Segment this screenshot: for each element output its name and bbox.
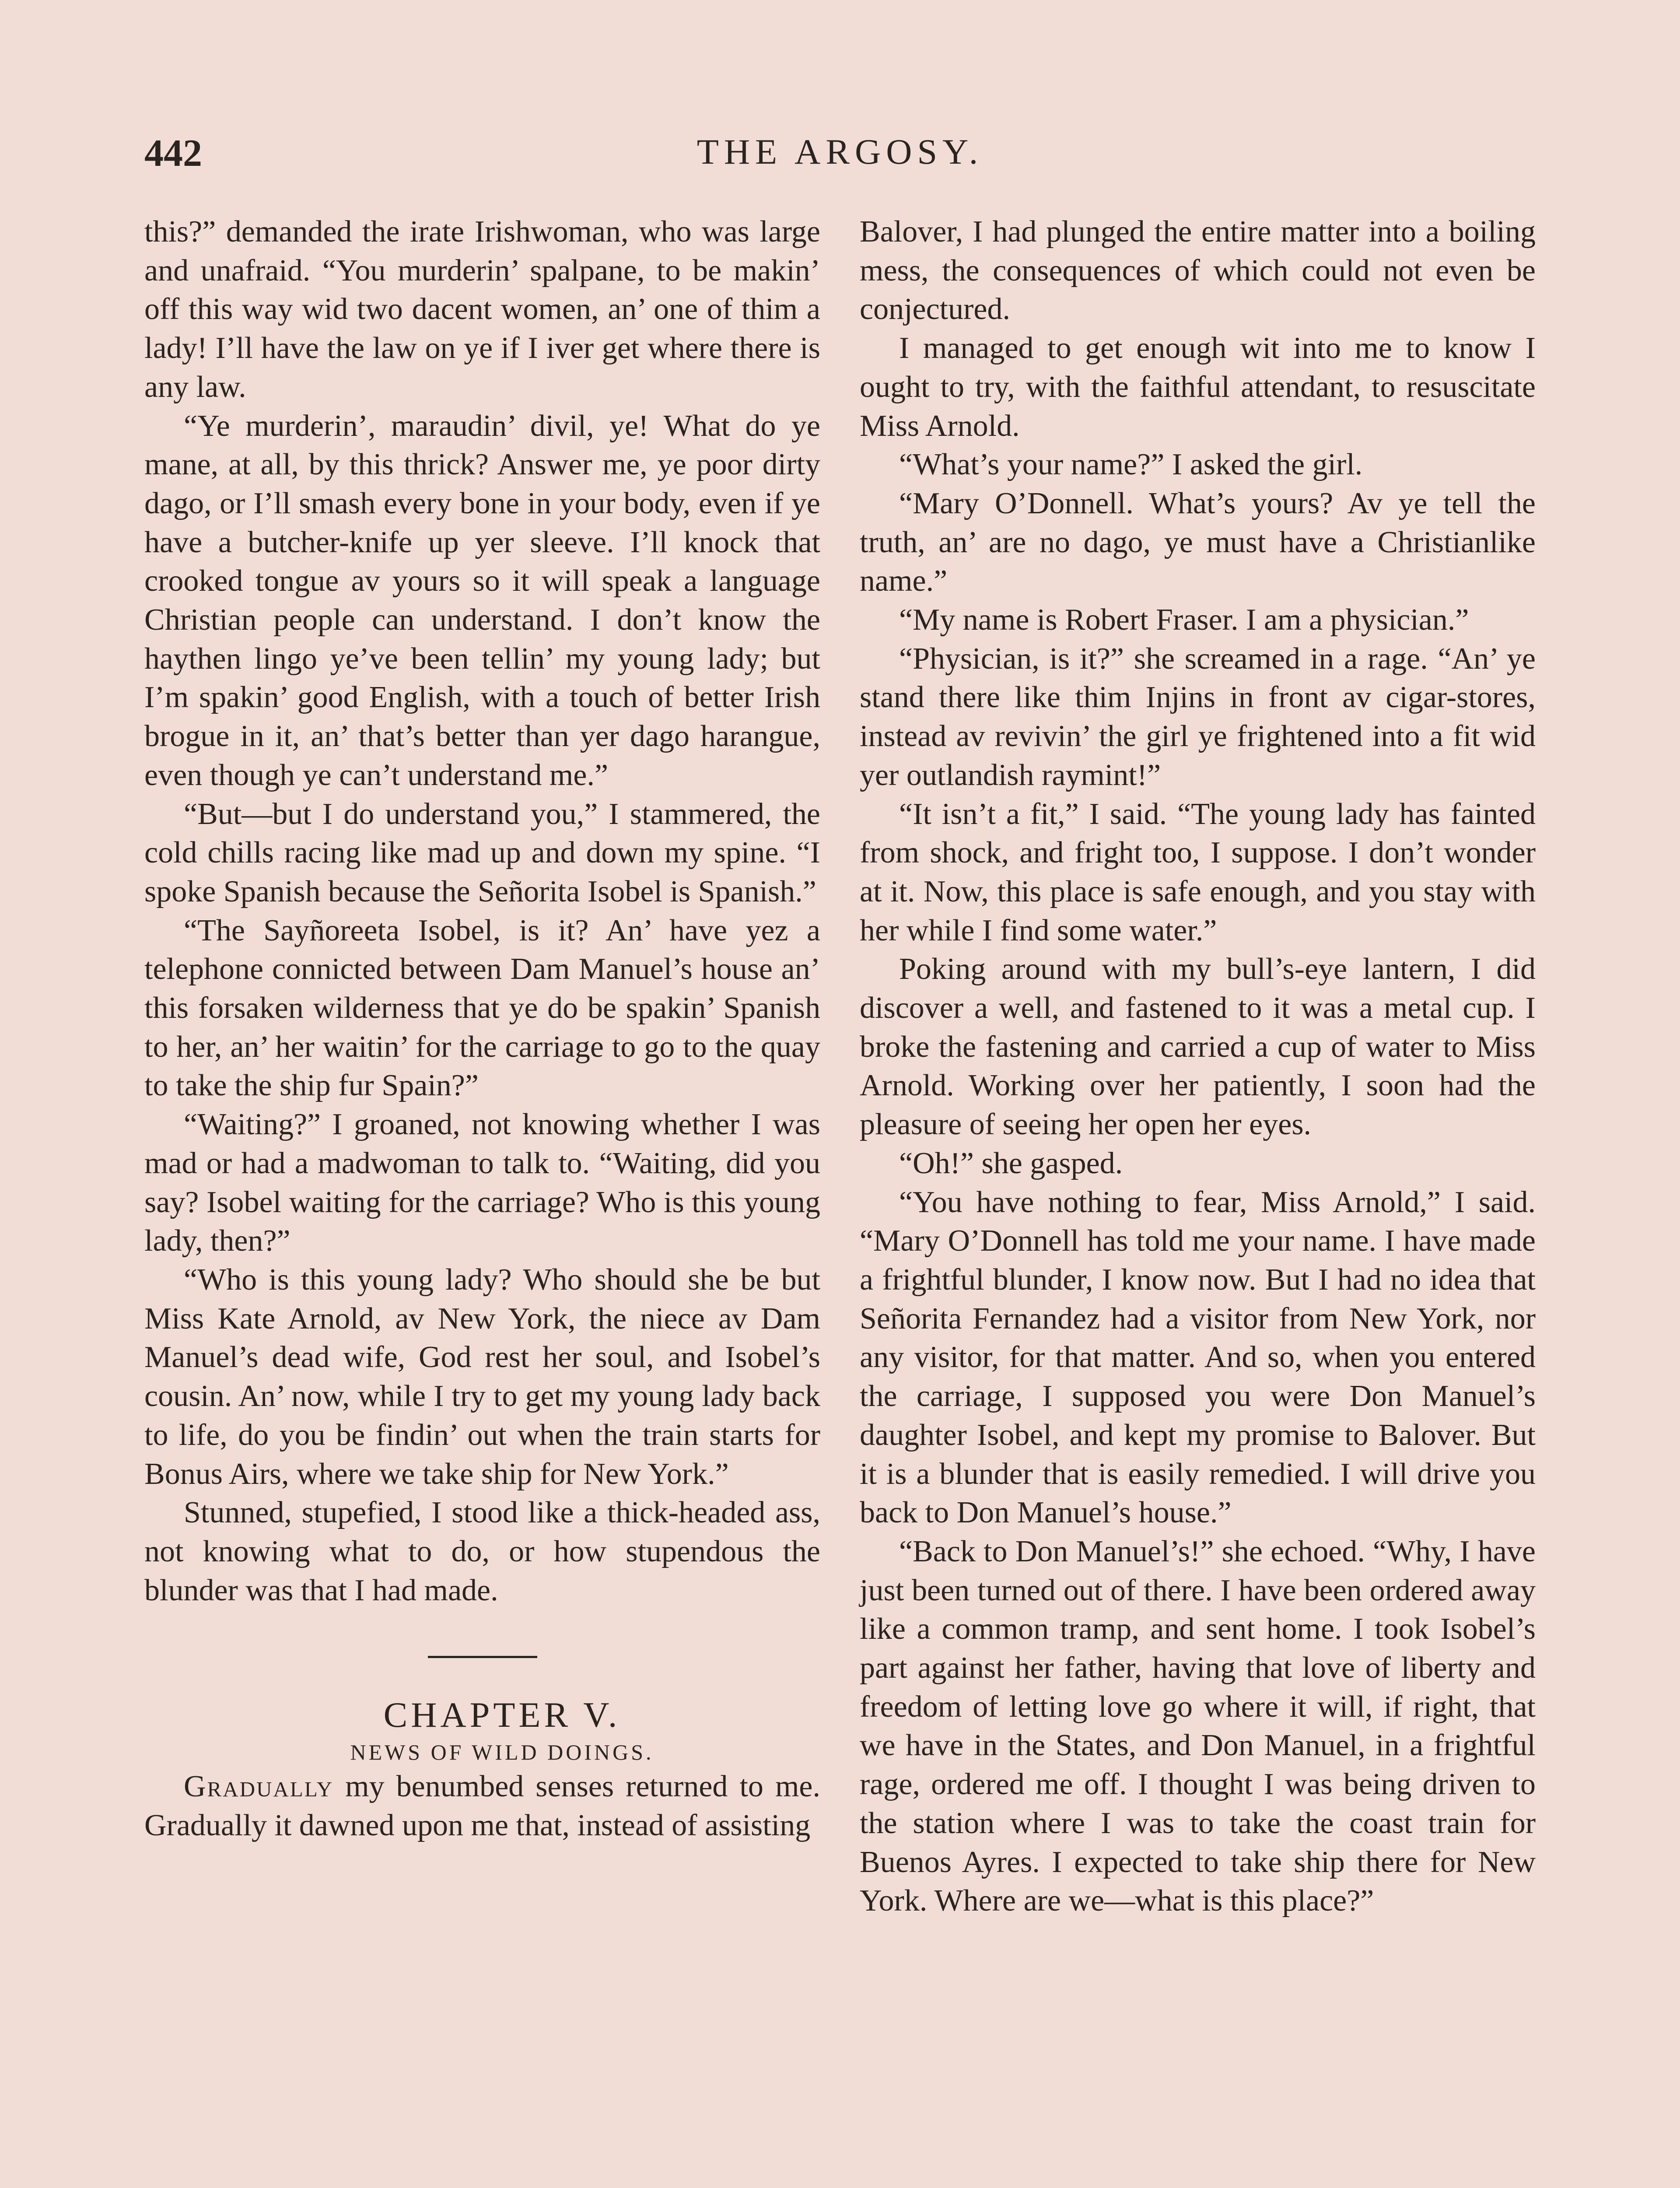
running-title: THE ARGOSY. xyxy=(696,132,984,172)
chapter-opening-text: my benumbed senses returned to me. Gradually it dawned upon me that, instead of assisting xyxy=(144,1770,820,1843)
paragraph: “It isn’t a fit,” I said. “The young lady has fainted from shock, and fright too, I suppose. I don’t wonder at it. Now, this place is safe enough, and you stay with her while I find some water.” xyxy=(860,797,1536,947)
left-column xyxy=(144,213,820,1845)
drop-word: Gradually xyxy=(184,1770,334,1804)
paragraph: “The Sayñoreeta Isobel, is it? An’ have yez a telephone connicted between Dam Manuel’s house an’ this forsaken wilderness that ye do be spakin’ Spanish to her, an’ her waitin’ for the carriage to go to the quay to take the ship fur Spain?” xyxy=(144,913,820,1103)
paragraph: “My name is Robert Fraser. I am a physician.” xyxy=(899,603,1469,637)
chapter-subtitle: NEWS OF WILD DOINGS. xyxy=(350,1740,654,1765)
paragraph: I managed to get enough wit into me to know I ought to try, with the faithful attendant, to resuscitate Miss Arnold. xyxy=(860,331,1536,443)
paragraph: “What’s your name?” I asked the girl. xyxy=(899,448,1363,482)
paragraph: “Waiting?” I groaned, not knowing whether I was mad or had a madwoman to talk to. “Waiting, did you say? Isobel waiting for the carriage? Who is this young lady, then?” xyxy=(144,1108,820,1258)
page-header xyxy=(0,131,1680,184)
paragraph: “Ye murderin’, maraudin’ divil, ye! What do ye mane, at all, by this thrick? Answer me, ye poor dirty dago, or I’ll smash every bone in your body, even if ye have a butcher-knife up yer sleeve. I’ll knock that crooked tongue av yours so it will speak a language Christian people can understand. I don’t know the haythen lingo ye’ve been tellin’ my young lady; but I’m spakin’ good English, with a touch of better Irish brogue in it, an’ that’s better than yer dago harangue, even though ye can’t understand me.” xyxy=(144,409,820,792)
section-divider xyxy=(428,1656,537,1658)
paragraph: “Oh!” she gasped. xyxy=(899,1146,1123,1180)
paragraph: “Physician, is it?” she screamed in a rage. “An’ ye stand there like thim Injins in front av cigar-stores, instead av revivin’ the girl ye frightened into a fit wid yer outlandish raymint!” xyxy=(860,642,1536,792)
paragraph: “Who is this young lady? Who should she be but Miss Kate Arnold, av New York, the niece av Dam Manuel’s dead wife, God rest her soul, and Isobel’s cousin. An’ now, while I try to get my young lady back to life, do you be findin’ out when the train starts for Bonus Airs, where we take ship for New York.” xyxy=(144,1262,820,1491)
paragraph: “Mary O’Donnell. What’s yours? Av ye tell the truth, an’ are no dago, ye must have a Christianlike name.” xyxy=(860,486,1536,598)
paragraph: “But—but I do understand you,” I stammered, the cold chills racing like mad up and down my spine. “I spoke Spanish because the Señorita Isobel is Spanish.” xyxy=(144,797,820,908)
paragraph: Balover, I had plunged the entire matter into a boiling mess, the consequences of which could not even be conjectured. xyxy=(860,215,1536,326)
chapter-title: CHAPTER V. xyxy=(383,1695,621,1735)
paragraph: Stunned, stupefied, I stood like a thick-headed ass, not knowing what to do, or how stupendous the blunder was that I had made. xyxy=(144,1496,820,1607)
paragraph: this?” demanded the irate Irishwoman, who was large and unafraid. “You murderin’ spalpane, to be makin’ off this way wid two dacent women, an’ one of thim a lady! I’ll have the law on ye if I iver get where there is any law. xyxy=(144,215,820,404)
paragraph: “Back to Don Manuel’s!” she echoed. “Why, I have just been turned out of there. I have been ordered away like a common tramp, and sent home. I took Isobel’s part against her father, having that love of liberty and freedom of letting love go where it will, if right, that we have in the States, and Don Manuel, in a frightful rage, ordered me off. I thought I was being driven to the station where I was to take the coast train for Buenos Ayres. I expected to take ship there for New York. Where are we—what is this place?” xyxy=(860,1534,1536,1918)
page-number: 442 xyxy=(144,132,202,175)
paragraph: “You have nothing to fear, Miss Arnold,” I said. “Mary O’Donnell has told me your name. I have made a frightful blunder, I know now. But I had no idea that Señorita Fernandez had a visitor from New York, nor any visitor, for that matter. And so, when you entered the carriage, I supposed you were Don Manuel’s daughter Isobel, and kept my promise to Balover. But it is a blunder that is easily remedied. I will drive you back to Don Manuel’s house.” xyxy=(860,1185,1536,1530)
chapter-opening-paragraph xyxy=(144,1767,820,1845)
paragraph: Poking around with my bull’s-eye lantern, I did discover a well, and fastened to it was a metal cup. I broke the fastening and carried a cup of water to Miss Arnold. Working over her patiently, I soon had the pleasure of seeing her open her eyes. xyxy=(860,952,1536,1142)
right-column xyxy=(860,213,1536,1921)
